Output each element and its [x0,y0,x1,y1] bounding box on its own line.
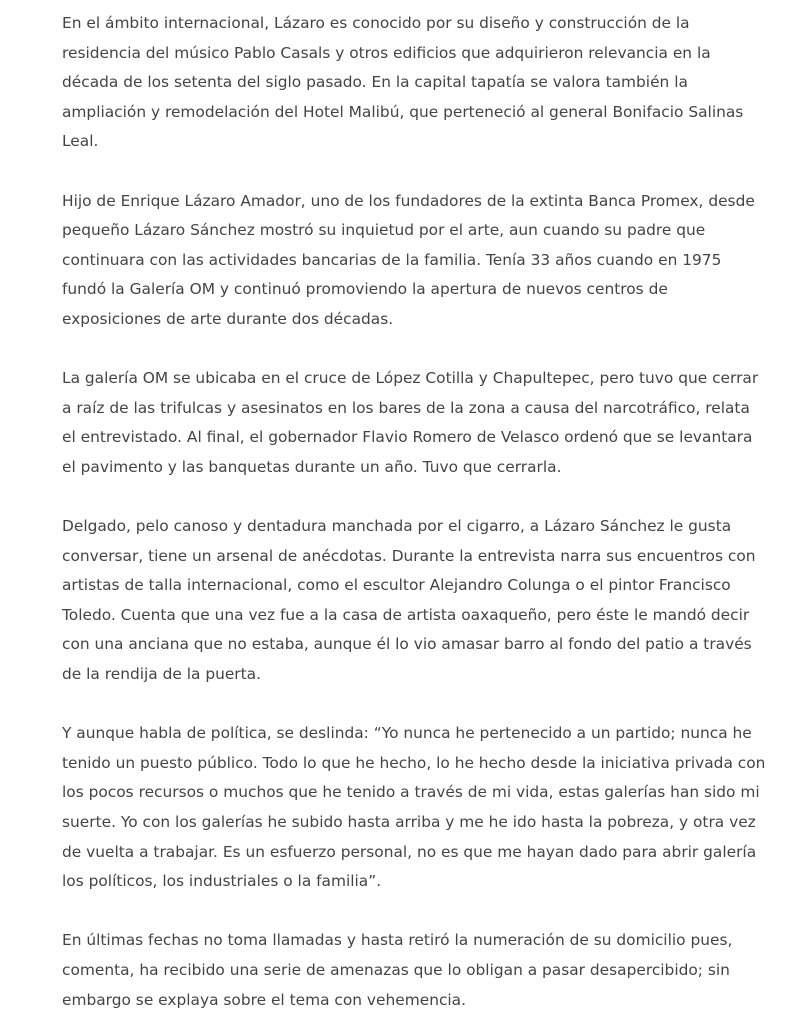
article-paragraph-6: En últimas fechas no toma llamadas y hasta retiró la numeración de su domicilio pues, comenta, ha recibido una serie de amenazas que lo obligan a pasar desapercibido; sin embargo se explaya sobre el tema con vehemencia. [62,931,733,1009]
article-paragraph-1: En el ámbito internacional, Lázaro es conocido por su diseño y construcción de la residencia del músico Pablo Casals y otros edificios que adquirieron relevancia en la década de los setenta del siglo pasado. En la capital tapatía se valora también la ampliación y remodelación del Hotel Malibú, que perteneció al general Bonifacio Salinas Leal. [62,14,744,151]
article-body [62,9,768,1015]
article-paragraph-2: Hijo de Enrique Lázaro Amador, uno de los fundadores de la extinta Banca Promex, desde pequeño Lázaro Sánchez mostró su inquietud por el arte, aun cuando su padre que continuara con las actividades bancarias de la familia. Tenía 33 años cuando en 1975 fundó la Galería OM y continuó promoviendo la apertura de nuevos centros de exposiciones de arte durante dos décadas. [62,191,755,328]
article-paragraph-5: Y aunque habla de política, se deslinda: “Yo nunca he pertenecido a un partido; nunca he tenido un puesto público. Todo lo que he hecho, lo he hecho desde la iniciativa privada con los pocos recursos o muchos que he tenido a través de mi vida, estas galerías han sido mi suerte. Yo con los galerías he subido hasta arriba y me he ido hasta la pobreza, y otra vez de vuelta a trabajar. Es un esfuerzo personal, no es que me hayan dado para abrir galería los políticos, los industriales o la familia”. [62,724,766,891]
article-paragraph-3: La galería OM se ubicaba en el cruce de López Cotilla y Chapultepec, pero tuvo que cerrar a raíz de las trifulcas y asesinatos en los bares de la zona a causa del narcotráfico, relata el entrevistado. Al final, el gobernador Flavio Romero de Velasco ordenó que se levantara el pavimento y las banquetas durante un año. Tuvo que cerrarla. [62,369,759,476]
article-paragraph-4: Delgado, pelo canoso y dentadura manchada por el cigarro, a Lázaro Sánchez le gusta conversar, tiene un arsenal de anécdotas. Durante la entrevista narra sus encuentros con artistas de talla internacional, como el escultor Alejandro Colunga o el pintor Francisco Toledo. Cuenta que una vez fue a la casa de artista oaxaqueño, pero éste le mandó decir con una anciana que no estaba, aunque él lo vio amasar barro al fondo del patio a través de la rendija de la puerta. [62,517,756,684]
